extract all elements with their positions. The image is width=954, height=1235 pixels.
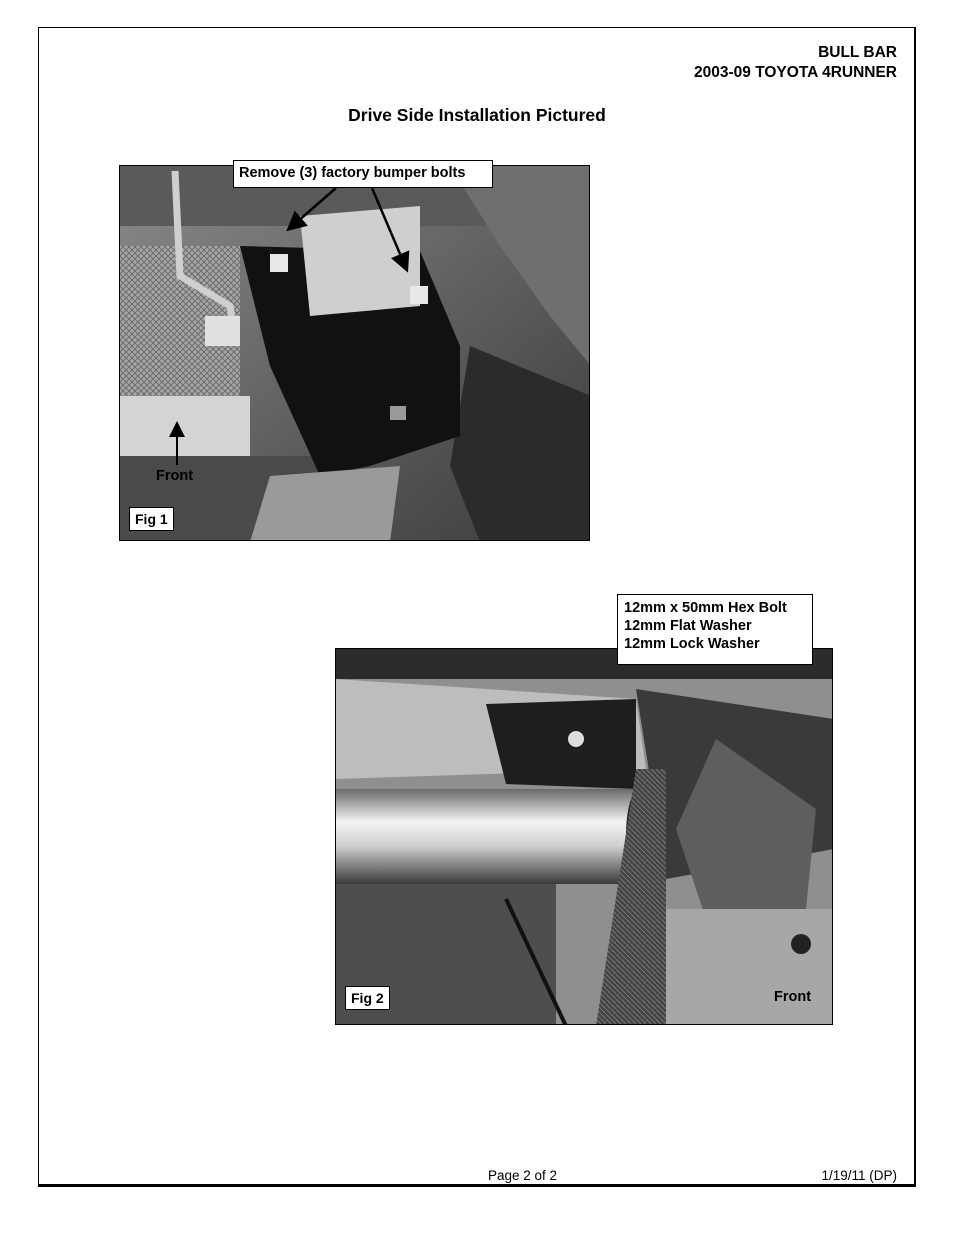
fig2-front-label: Front xyxy=(774,989,812,1005)
fig1-photo xyxy=(119,165,590,541)
fig2-label: Fig 2 xyxy=(345,986,390,1010)
header-product: BULL BAR xyxy=(818,44,897,61)
fig1-label: Fig 1 xyxy=(129,507,174,531)
fig2-callout-line-2: 12mm Flat Washer xyxy=(624,618,752,634)
fig1-callout xyxy=(233,160,493,188)
fig2-callout-line-3: 12mm Lock Washer xyxy=(624,636,760,652)
footer-page-number: Page 2 of 2 xyxy=(488,1168,558,1183)
fig2-callout xyxy=(617,594,813,665)
fig1-front-label: Front xyxy=(156,468,194,484)
footer-date: 1/19/11 (DP) xyxy=(821,1168,897,1183)
fig2-photo xyxy=(335,648,833,1025)
header-vehicle: 2003-09 TOYOTA 4RUNNER xyxy=(694,64,897,81)
page-shadow-bottom xyxy=(38,1185,916,1187)
page-shadow-right xyxy=(914,27,916,1187)
page-title: Drive Side Installation Pictured xyxy=(348,105,606,125)
fig1-photo-illustration xyxy=(120,166,590,541)
fig2-photo-illustration xyxy=(336,649,833,1025)
fig2-callout-line-1: 12mm x 50mm Hex Bolt xyxy=(624,600,787,616)
fig1-callout-text: Remove (3) factory bumper bolts xyxy=(239,165,466,181)
